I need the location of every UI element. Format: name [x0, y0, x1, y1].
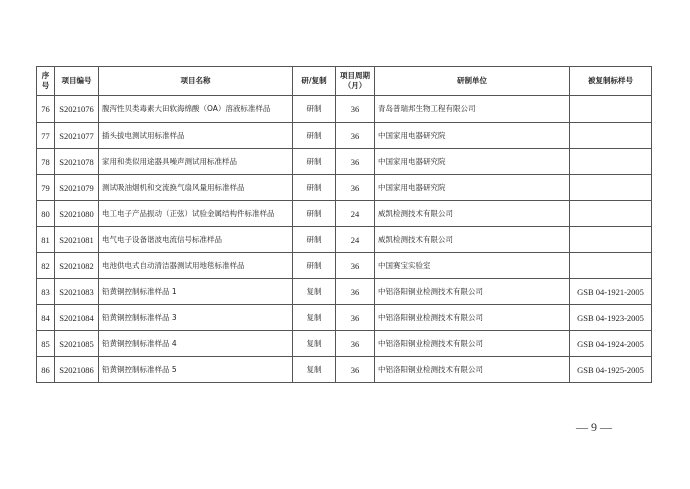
header-unit: 研制单位	[375, 67, 570, 96]
cell-period: 36	[336, 253, 375, 279]
header-type: 研/复制	[293, 67, 336, 96]
cell-standard-no	[570, 123, 652, 149]
cell-project-code: S2021079	[55, 175, 99, 201]
cell-standard-no	[570, 227, 652, 253]
table-header-row	[37, 67, 652, 96]
cell-type: 研制	[293, 253, 336, 279]
cell-type: 研制	[293, 149, 336, 175]
cell-type: 研制	[293, 175, 336, 201]
table-row	[37, 253, 652, 279]
cell-period: 36	[336, 331, 375, 357]
cell-unit: 威凯检测技术有限公司	[375, 201, 570, 227]
header-code: 项目编号	[55, 67, 99, 96]
table-row	[37, 331, 652, 357]
cell-type: 研制	[293, 227, 336, 253]
cell-number: 77	[37, 123, 55, 149]
cell-type: 复制	[293, 279, 336, 305]
cell-project-name: 测试吸油烟机和交流换气扇风量用标准样品	[99, 175, 293, 201]
cell-unit: 中铝洛阳铜业检测技术有限公司	[375, 357, 570, 383]
cell-project-code: S2021077	[55, 123, 99, 149]
cell-period: 36	[336, 96, 375, 123]
cell-type: 研制	[293, 123, 336, 149]
cell-project-name: 家用和类似用途器具噪声测试用标准样品	[99, 149, 293, 175]
header-period: 项目周期 （月）	[336, 67, 375, 96]
cell-number: 85	[37, 331, 55, 357]
cell-number: 81	[37, 227, 55, 253]
project-table	[36, 66, 652, 383]
cell-type: 研制	[293, 96, 336, 123]
table-row	[37, 227, 652, 253]
cell-standard-no: GSB 04-1921-2005	[570, 279, 652, 305]
cell-period: 24	[336, 227, 375, 253]
table-row	[37, 305, 652, 331]
cell-project-code: S2021080	[55, 201, 99, 227]
cell-unit: 中铝洛阳铜业检测技术有限公司	[375, 305, 570, 331]
table-row	[37, 201, 652, 227]
cell-number: 82	[37, 253, 55, 279]
cell-standard-no	[570, 149, 652, 175]
header-no: 序 号	[37, 67, 55, 96]
cell-project-code: S2021085	[55, 331, 99, 357]
cell-number: 76	[37, 96, 55, 123]
cell-period: 36	[336, 123, 375, 149]
cell-standard-no	[570, 96, 652, 123]
table-row	[37, 149, 652, 175]
cell-standard-no	[570, 175, 652, 201]
table-row	[37, 175, 652, 201]
cell-period: 36	[336, 357, 375, 383]
cell-unit: 青岛普瑞邦生物工程有限公司	[375, 96, 570, 123]
cell-project-name: 铅黄铜控制标准样品 5	[99, 357, 293, 383]
cell-unit: 中铝洛阳铜业检测技术有限公司	[375, 279, 570, 305]
cell-type: 复制	[293, 305, 336, 331]
cell-unit: 威凯检测技术有限公司	[375, 227, 570, 253]
cell-period: 24	[336, 201, 375, 227]
cell-project-code: S2021076	[55, 96, 99, 123]
cell-project-code: S2021083	[55, 279, 99, 305]
page-number: — 9 —	[576, 420, 612, 434]
cell-project-name: 腹泻性贝类毒素大田软海绵酸（OA）溶液标准样品	[99, 96, 293, 123]
header-std: 被复制标样号	[570, 67, 652, 96]
cell-project-code: S2021078	[55, 149, 99, 175]
cell-number: 83	[37, 279, 55, 305]
cell-type: 复制	[293, 331, 336, 357]
cell-number: 86	[37, 357, 55, 383]
cell-period: 36	[336, 175, 375, 201]
table-row	[37, 123, 652, 149]
cell-number: 78	[37, 149, 55, 175]
cell-unit: 中国赛宝实验室	[375, 253, 570, 279]
header-name: 项目名称	[99, 67, 293, 96]
table-row	[37, 279, 652, 305]
cell-standard-no: GSB 04-1925-2005	[570, 357, 652, 383]
cell-period: 36	[336, 149, 375, 175]
cell-project-name: 铅黄铜控制标准样品 3	[99, 305, 293, 331]
cell-project-name: 电气电子设备谐波电流信号标准样品	[99, 227, 293, 253]
cell-number: 80	[37, 201, 55, 227]
cell-standard-no	[570, 201, 652, 227]
cell-unit: 中铝洛阳铜业检测技术有限公司	[375, 331, 570, 357]
cell-unit: 中国家用电器研究院	[375, 175, 570, 201]
cell-project-name: 电池供电式自动清洁器测试用地毯标准样品	[99, 253, 293, 279]
cell-type: 复制	[293, 357, 336, 383]
cell-project-name: 铅黄铜控制标准样品 1	[99, 279, 293, 305]
cell-project-name: 铅黄铜控制标准样品 4	[99, 331, 293, 357]
cell-standard-no: GSB 04-1923-2005	[570, 305, 652, 331]
cell-standard-no	[570, 253, 652, 279]
cell-project-name: 电工电子产品振动（正弦）试验金属结构件标准样品	[99, 201, 293, 227]
cell-standard-no: GSB 04-1924-2005	[570, 331, 652, 357]
cell-project-code: S2021086	[55, 357, 99, 383]
cell-project-code: S2021081	[55, 227, 99, 253]
cell-project-code: S2021082	[55, 253, 99, 279]
cell-number: 84	[37, 305, 55, 331]
cell-period: 36	[336, 305, 375, 331]
cell-type: 研制	[293, 201, 336, 227]
cell-project-code: S2021084	[55, 305, 99, 331]
cell-period: 36	[336, 279, 375, 305]
table-row	[37, 357, 652, 383]
cell-unit: 中国家用电器研究院	[375, 149, 570, 175]
cell-project-name: 插头拔电测试用标准样品	[99, 123, 293, 149]
cell-number: 79	[37, 175, 55, 201]
table-row	[37, 96, 652, 123]
cell-unit: 中国家用电器研究院	[375, 123, 570, 149]
